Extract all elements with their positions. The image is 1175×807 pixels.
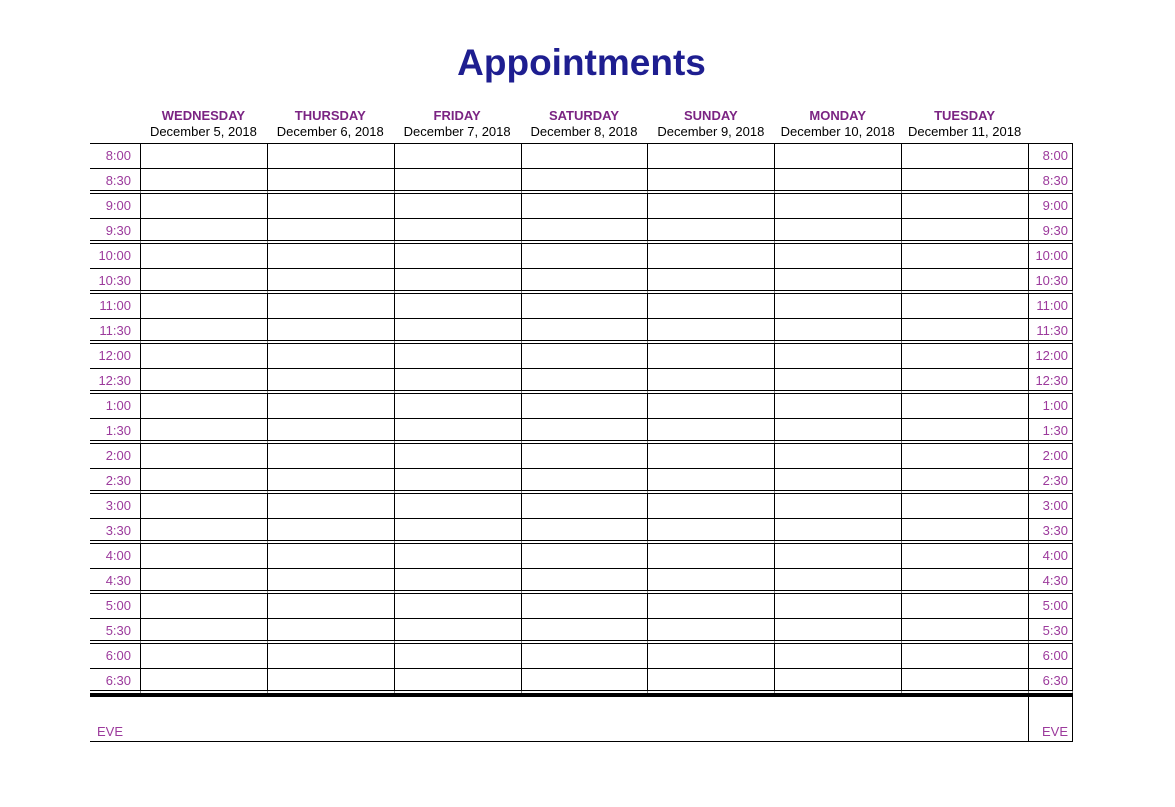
day-name: WEDNESDAY [161, 108, 246, 123]
day-header-thursday [267, 107, 394, 140]
appointment-cell [647, 669, 774, 694]
time-label-left: 2:00 [90, 444, 140, 469]
appointment-cell [521, 619, 648, 644]
time-label-right: 8:00 [1028, 144, 1073, 169]
time-label-right: 10:00 [1028, 244, 1073, 269]
appointment-cell [774, 294, 901, 319]
appointment-cell [521, 244, 648, 269]
appointment-cell [140, 244, 267, 269]
time-label-left: 12:30 [90, 369, 140, 394]
appointment-cell [901, 269, 1028, 294]
day-header-saturday [521, 107, 648, 140]
appointment-cell [394, 319, 521, 344]
appointment-cell [901, 444, 1028, 469]
day-date: December 11, 2018 [907, 124, 1022, 139]
appointment-cell [901, 494, 1028, 519]
time-label-right: 9:00 [1028, 194, 1073, 219]
appointment-cell [140, 569, 267, 594]
appointment-cell [521, 344, 648, 369]
appointment-cell [394, 369, 521, 394]
time-label-left: 12:00 [90, 344, 140, 369]
appointment-cell [394, 594, 521, 619]
appointment-cell [267, 619, 394, 644]
appointment-cell [394, 144, 521, 169]
appointment-cell [647, 269, 774, 294]
appointment-cell [267, 319, 394, 344]
appointment-cell [647, 494, 774, 519]
time-label-left: 5:30 [90, 619, 140, 644]
appointment-cell [774, 269, 901, 294]
appointment-cell [901, 319, 1028, 344]
appointment-cell [267, 519, 394, 544]
appointment-cell [647, 469, 774, 494]
appointment-cell [394, 469, 521, 494]
appointment-cell [267, 369, 394, 394]
appointment-cell [901, 344, 1028, 369]
time-label-right: 9:30 [1028, 219, 1073, 244]
appointment-cell [140, 644, 267, 669]
appointment-cell [901, 519, 1028, 544]
appointment-cell [521, 644, 648, 669]
appointment-cell [647, 394, 774, 419]
appointment-cell [140, 319, 267, 344]
appointment-cell [647, 319, 774, 344]
appointment-cell [140, 219, 267, 244]
appointment-cell [901, 394, 1028, 419]
appointment-cell [774, 144, 901, 169]
appointment-cell [647, 244, 774, 269]
time-label-left: 4:00 [90, 544, 140, 569]
appointment-cell [774, 394, 901, 419]
appointment-cell [140, 494, 267, 519]
day-header-friday [394, 107, 521, 140]
day-date: December 6, 2018 [276, 124, 384, 139]
appointment-cell [140, 444, 267, 469]
appointment-cell [394, 394, 521, 419]
time-label-left: 6:30 [90, 669, 140, 694]
appointment-cell [267, 294, 394, 319]
appointment-cell [267, 494, 394, 519]
appointment-cell [267, 669, 394, 694]
day-date: December 8, 2018 [530, 124, 638, 139]
time-label-left: 4:30 [90, 569, 140, 594]
appointment-cell [267, 194, 394, 219]
time-label-left: 2:30 [90, 469, 140, 494]
time-label-left: 8:00 [90, 144, 140, 169]
appointment-cell [647, 219, 774, 244]
appointment-cell [521, 219, 648, 244]
appointment-cell [394, 544, 521, 569]
appointment-cell [267, 219, 394, 244]
appointment-cell [647, 569, 774, 594]
appointment-cell [901, 369, 1028, 394]
appointment-cell [901, 644, 1028, 669]
appointment-cell [394, 519, 521, 544]
evening-label-right: EVE [1028, 697, 1073, 741]
appointment-cell [140, 369, 267, 394]
appointment-cell [774, 469, 901, 494]
appointment-cell [394, 619, 521, 644]
evening-row [90, 694, 1073, 742]
appointment-cell [267, 419, 394, 444]
time-label-right: 8:30 [1028, 169, 1073, 194]
appointment-cell [901, 419, 1028, 444]
time-label-left: 1:30 [90, 419, 140, 444]
time-label-right: 5:00 [1028, 594, 1073, 619]
day-name: SUNDAY [684, 108, 738, 123]
appointment-cell [394, 494, 521, 519]
appointment-cell [647, 644, 774, 669]
time-label-left: 11:00 [90, 294, 140, 319]
day-name: FRIDAY [433, 108, 481, 123]
header-right-spacer [1028, 107, 1073, 140]
appointment-cell [394, 269, 521, 294]
appointment-cell [267, 569, 394, 594]
appointment-cell [267, 469, 394, 494]
appointment-cell [140, 194, 267, 219]
time-label-right: 2:30 [1028, 469, 1073, 494]
evening-label-left: EVE [97, 724, 124, 739]
appointment-cell [521, 594, 648, 619]
appointment-cell [140, 269, 267, 294]
appointment-cell [394, 569, 521, 594]
appointment-cell [774, 519, 901, 544]
appointment-cell [267, 644, 394, 669]
time-label-right: 6:00 [1028, 644, 1073, 669]
appointment-cell [140, 169, 267, 194]
appointment-cell [140, 594, 267, 619]
appointment-cell [267, 269, 394, 294]
appointment-cell [394, 194, 521, 219]
appointment-cell [521, 494, 648, 519]
appointment-cell [394, 169, 521, 194]
appointment-cell [521, 394, 648, 419]
day-date: December 7, 2018 [403, 124, 511, 139]
day-name: THURSDAY [294, 108, 366, 123]
appointment-cell [774, 344, 901, 369]
time-label-left: 9:30 [90, 219, 140, 244]
time-label-right: 1:30 [1028, 419, 1073, 444]
time-label-right: 4:30 [1028, 569, 1073, 594]
appointment-cell [521, 419, 648, 444]
appointment-cell [774, 644, 901, 669]
appointment-cell [647, 369, 774, 394]
time-label-right: 5:30 [1028, 619, 1073, 644]
day-name: SATURDAY [548, 108, 620, 123]
time-label-right: 3:30 [1028, 519, 1073, 544]
appointment-cell [774, 319, 901, 344]
appointment-cell [521, 369, 648, 394]
day-date: December 5, 2018 [149, 124, 257, 139]
appointment-cell [140, 544, 267, 569]
appointment-cell [140, 394, 267, 419]
appointment-cell [394, 344, 521, 369]
time-label-right: 3:00 [1028, 494, 1073, 519]
appointment-cell [267, 344, 394, 369]
time-label-right: 2:00 [1028, 444, 1073, 469]
appointment-cell [901, 569, 1028, 594]
appointment-cell [267, 544, 394, 569]
appointment-cell [140, 519, 267, 544]
appointment-cell [394, 419, 521, 444]
appointment-cell [901, 144, 1028, 169]
appointment-cell [267, 444, 394, 469]
appointment-cell [267, 594, 394, 619]
time-label-left: 1:00 [90, 394, 140, 419]
appointment-cell [140, 294, 267, 319]
appointment-cell [521, 544, 648, 569]
time-label-left: 5:00 [90, 594, 140, 619]
appointment-cell [521, 194, 648, 219]
appointment-cell [774, 419, 901, 444]
day-header-sunday [647, 107, 774, 140]
appointment-cell [901, 544, 1028, 569]
appointment-cell [521, 294, 648, 319]
day-header-tuesday [901, 107, 1028, 140]
appointment-cell [521, 144, 648, 169]
appointment-cell [140, 469, 267, 494]
appointment-cell [774, 244, 901, 269]
time-label-right: 1:00 [1028, 394, 1073, 419]
time-label-right: 11:00 [1028, 294, 1073, 319]
time-label-right: 12:30 [1028, 369, 1073, 394]
appointment-cell [774, 169, 901, 194]
appointment-cell [647, 544, 774, 569]
appointment-cell [774, 369, 901, 394]
appointment-cell [267, 144, 394, 169]
appointment-cell [901, 669, 1028, 694]
appointment-cell [901, 194, 1028, 219]
day-headers [90, 107, 1073, 140]
appointment-cell [394, 444, 521, 469]
appointment-cell [774, 619, 901, 644]
header-left-spacer [90, 107, 140, 140]
day-name: TUESDAY [934, 108, 996, 123]
appointment-cell [774, 219, 901, 244]
appointment-cell [647, 344, 774, 369]
appointment-cell [140, 419, 267, 444]
time-label-right: 6:30 [1028, 669, 1073, 694]
time-label-right: 11:30 [1028, 319, 1073, 344]
appointment-cell [140, 619, 267, 644]
appointment-cell [774, 594, 901, 619]
time-label-left: 9:00 [90, 194, 140, 219]
appointment-cell [521, 569, 648, 594]
time-label-left: 8:30 [90, 169, 140, 194]
appointment-cell [521, 169, 648, 194]
appointment-cell [774, 669, 901, 694]
day-header-monday [774, 107, 901, 140]
appointment-cell [521, 444, 648, 469]
appointment-cell [901, 244, 1028, 269]
time-label-right: 4:00 [1028, 544, 1073, 569]
time-label-left: 3:30 [90, 519, 140, 544]
appointment-cell [901, 219, 1028, 244]
time-label-right: 10:30 [1028, 269, 1073, 294]
appointment-cell [774, 194, 901, 219]
appointment-cell [394, 294, 521, 319]
appointment-cell [521, 519, 648, 544]
appointment-cell [140, 344, 267, 369]
appointment-cell [647, 444, 774, 469]
appointment-cell [774, 444, 901, 469]
appointment-cell [521, 469, 648, 494]
time-label-left: 6:00 [90, 644, 140, 669]
appointment-cell [774, 494, 901, 519]
appointment-cell [647, 294, 774, 319]
time-label-left: 11:30 [90, 319, 140, 344]
appointment-cell [394, 644, 521, 669]
appointment-cell [140, 669, 267, 694]
appointment-cell [774, 569, 901, 594]
appointment-cell [901, 619, 1028, 644]
appointment-cell [394, 669, 521, 694]
appointment-cell [521, 269, 648, 294]
page-title: Appointments [457, 42, 706, 83]
appointment-cell [267, 169, 394, 194]
appointment-cell [647, 419, 774, 444]
appointment-cell [394, 244, 521, 269]
appointment-cell [521, 319, 648, 344]
appointment-cell [521, 669, 648, 694]
day-name: MONDAY [809, 108, 866, 123]
appointment-cell [647, 169, 774, 194]
appointment-cell [901, 594, 1028, 619]
appointment-cell [647, 144, 774, 169]
appointment-cell [394, 219, 521, 244]
appointment-cell [901, 469, 1028, 494]
time-label-left: 10:00 [90, 244, 140, 269]
time-label-left: 10:30 [90, 269, 140, 294]
appointment-cell [267, 394, 394, 419]
appointment-cell [774, 544, 901, 569]
appointment-cell [901, 294, 1028, 319]
time-label-left: 3:00 [90, 494, 140, 519]
schedule-grid [90, 143, 1073, 694]
day-date: December 10, 2018 [780, 124, 895, 139]
appointment-cell [267, 244, 394, 269]
appointment-cell [647, 519, 774, 544]
time-label-right: 12:00 [1028, 344, 1073, 369]
appointment-cell [647, 594, 774, 619]
appointment-cell [901, 169, 1028, 194]
appointment-cell [647, 619, 774, 644]
evening-cell [140, 697, 1028, 741]
appointment-cell [647, 194, 774, 219]
appointment-cell [140, 144, 267, 169]
day-date: December 9, 2018 [657, 124, 765, 139]
day-header-wednesday [140, 107, 267, 140]
